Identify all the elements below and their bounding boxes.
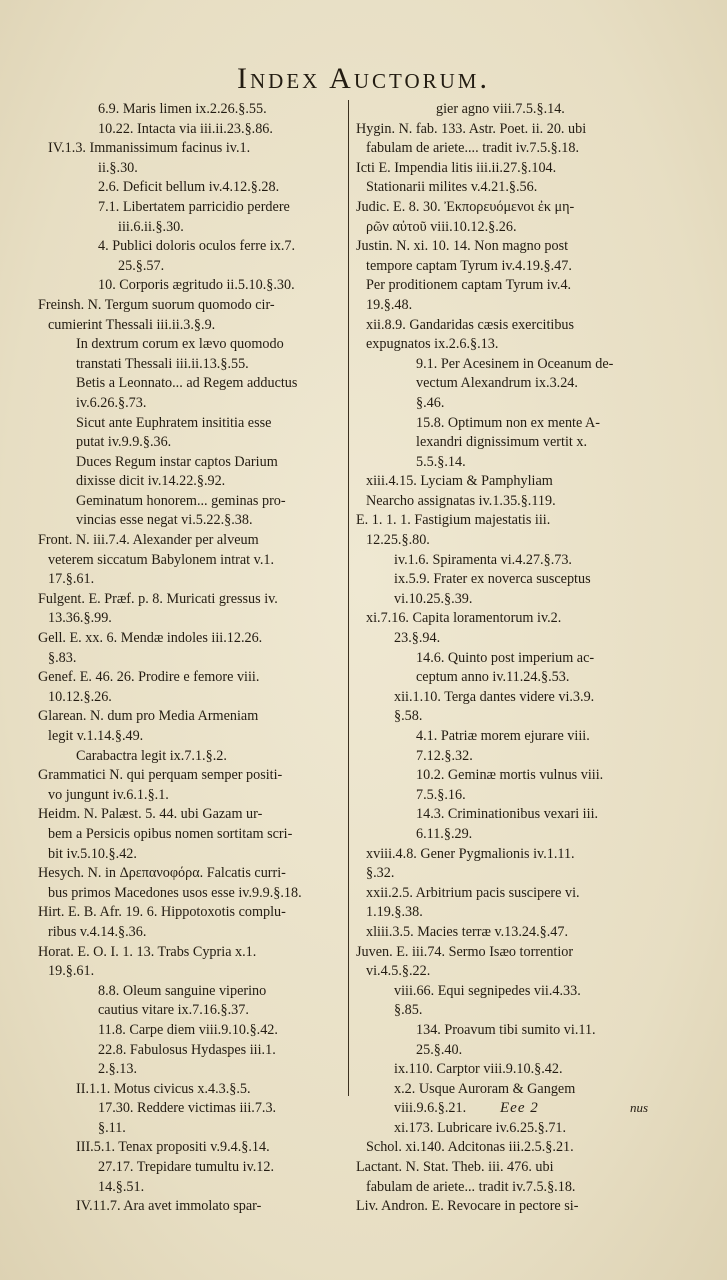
index-entry-line: Front. N. iii.7.4. Alexander per alveum <box>38 532 259 549</box>
index-entry-line: 15.8. Optimum non ex mente A- <box>416 414 601 431</box>
index-entry-line: ix.5.9. Frater ex noverca susceptus <box>394 571 591 588</box>
catchword: nus <box>630 1100 649 1115</box>
index-entry-line: §.46. <box>416 394 445 411</box>
index-entry-line: 17.30. Reddere victimas iii.7.3. <box>98 1100 277 1117</box>
index-entry-line: In dextrum corum ex lævo quomodo <box>76 336 284 353</box>
index-entry-line: ix.110. Carptor viii.9.10.§.42. <box>394 1061 563 1078</box>
index-entry-line: IV.11.7. Ara avet immolato spar- <box>76 1198 262 1215</box>
index-entry-line: 17.§.61. <box>48 571 95 588</box>
index-entry-line: 10.22. Intacta via iii.ii.23.§.86. <box>98 120 273 137</box>
index-entry-line: viii.9.6.§.21. <box>394 1100 467 1117</box>
index-entry-line: 19.§.61. <box>48 963 95 980</box>
index-entry-line: bem a Persicis opibus nomen sortitam scri- <box>48 825 293 842</box>
index-entry-line: II.1.1. Motus civicus x.4.3.§.5. <box>76 1080 251 1097</box>
index-entry-line: Hygin. N. fab. 133. Astr. Poet. ii. 20. ubi <box>356 120 587 137</box>
index-entry-line: Icti E. Impendia litis iii.ii.27.§.104. <box>356 159 557 176</box>
index-entry-line: 5.5.§.14. <box>416 453 466 470</box>
index-entry-line: xxii.2.5. Arbitrium pacis suscipere vi. <box>366 884 580 901</box>
index-entry-line: Judic. E. 8. 30. Ἐκπορευόμενοι ἐκ μη- <box>356 198 575 215</box>
index-entry-line: 8.8. Oleum sanguine viperino <box>98 982 267 999</box>
index-entry-line: xi.173. Lubricare iv.6.25.§.71. <box>394 1119 567 1136</box>
index-entry-line: 27.17. Trepidare tumultu iv.12. <box>98 1159 275 1176</box>
index-entry-line: 13.36.§.99. <box>48 610 112 627</box>
page-title: Index Auctorum. <box>237 62 490 95</box>
index-entry-line: 4.1. Patriæ morem ejurare viii. <box>416 728 590 744</box>
index-entry-line: Glarean. N. dum pro Media Armeniam <box>38 708 259 725</box>
index-entry-line: iv.1.6. Spiramenta vi.4.27.§.73. <box>394 551 572 568</box>
index-entry-line: vi.10.25.§.39. <box>394 590 473 607</box>
index-entry-line: 7.1. Libertatem parricidio perdere <box>98 198 290 215</box>
index-entry-line: xii.1.10. Terga dantes videre vi.3.9. <box>394 688 595 705</box>
index-entry-line: iii.6.ii.§.30. <box>118 218 184 235</box>
index-entry-line: 14.3. Criminationibus vexari iii. <box>416 806 599 823</box>
index-entry-line: 7.12.§.32. <box>416 747 473 764</box>
index-entry-line: §.85. <box>394 1002 423 1019</box>
index-entry-line: Sicut ante Euphratem insititia esse <box>76 414 272 431</box>
index-entry-line: xi.7.16. Capita loramentorum iv.2. <box>366 610 562 627</box>
index-entry-line: vincias esse negat vi.5.22.§.38. <box>76 512 253 529</box>
index-entry-line: cumierint Thessali iii.ii.3.§.9. <box>48 316 216 333</box>
index-entry-line: tempore captam Tyrum iv.4.19.§.47. <box>366 257 572 274</box>
index-entry-line: IV.1.3. Immanissimum facinus iv.1. <box>48 140 251 157</box>
index-entry-line: cautius vitare ix.7.16.§.37. <box>98 1002 249 1019</box>
index-entry-line: 10.2. Geminæ mortis vulnus viii. <box>416 767 604 784</box>
index-entry-line: 1.19.§.38. <box>366 904 423 921</box>
index-entry-line: bit iv.5.10.§.42. <box>48 845 137 862</box>
index-entry-line: 25.§.57. <box>118 257 165 274</box>
index-entry-line: Per proditionem captam Tyrum iv.4. <box>366 277 572 294</box>
index-entry-line: gier agno viii.7.5.§.14. <box>436 101 565 117</box>
index-entry-line: 10.12.§.26. <box>48 688 112 705</box>
index-entry-line: Stationarii milites v.4.21.§.56. <box>366 179 538 196</box>
index-entry-line: 10. Corporis ægritudo ii.5.10.§.30. <box>98 277 295 294</box>
column-divider <box>348 100 349 1096</box>
index-entry-line: 9.1. Per Acesinem in Oceanum de- <box>416 355 614 372</box>
index-entry-line: 7.5.§.16. <box>416 786 466 803</box>
index-entry-line: vectum Alexandrum ix.3.24. <box>416 375 578 392</box>
index-entry-line: vi.4.5.§.22. <box>366 963 431 980</box>
index-entry-line: dixisse dicit iv.14.22.§.92. <box>76 473 226 490</box>
index-entry-line: transtati Thessali iii.ii.13.§.55. <box>76 355 249 372</box>
index-entry-line: Liv. Andron. E. Revocare in pectore si- <box>356 1198 579 1215</box>
index-entry-line: 19.§.48. <box>366 296 413 313</box>
index-entry-line: Justin. N. xi. 10. 14. Non magno post <box>356 238 569 255</box>
index-entry-line: legit v.1.14.§.49. <box>48 728 144 744</box>
index-entry-line: fabulam de ariete... tradit iv.7.5.§.18. <box>366 1178 576 1195</box>
index-entry-line: 25.§.40. <box>416 1041 463 1058</box>
right-column <box>356 100 672 1217</box>
index-entry-line: 12.25.§.80. <box>366 532 430 549</box>
index-entry-line: 6.11.§.29. <box>416 825 473 842</box>
index-entry-line: Nearcho assignatas iv.1.35.§.119. <box>366 492 556 509</box>
index-entry-line: Genef. E. 46. 26. Prodire e femore viii. <box>38 669 260 686</box>
index-entry-line: 6.9. Maris limen ix.2.26.§.55. <box>98 101 267 117</box>
index-entry-line: vo jungunt iv.6.1.§.1. <box>48 786 169 803</box>
index-entry-line: Gell. E. xx. 6. Mendæ indoles iii.12.26. <box>38 630 263 647</box>
index-entry-line: Juven. E. iii.74. Sermo Isæo torrentior <box>356 943 574 960</box>
index-entry-line: xii.8.9. Gandaridas cæsis exercitibus <box>366 316 575 333</box>
index-entry-line: Duces Regum instar captos Darium <box>76 453 278 470</box>
index-entry-line: 134. Proavum tibi sumito vi.11. <box>416 1021 596 1038</box>
index-entry-line: lexandri dignissimum vertit x. <box>416 434 588 451</box>
index-entry-line: 2.§.13. <box>98 1061 138 1078</box>
index-entry-line: x.2. Usque Auroram & Gangem <box>394 1080 576 1097</box>
index-entry-line: veterem siccatum Babylonem intrat v.1. <box>48 551 275 568</box>
index-entry-line: expugnatos ix.2.6.§.13. <box>366 336 499 353</box>
index-entry-line: III.5.1. Tenax propositi v.9.4.§.14. <box>76 1139 270 1156</box>
index-entry-line: Freinsh. N. Tergum suorum quomodo cir- <box>38 296 275 313</box>
index-entry-line: fabulam de ariete.... tradit iv.7.5.§.18. <box>366 140 580 157</box>
index-entry-line: ribus v.4.14.§.36. <box>48 923 147 940</box>
index-entry-line: Schol. xi.140. Adcitonas iii.2.5.§.21. <box>366 1139 574 1156</box>
index-entry-line: §.58. <box>394 708 423 725</box>
index-entry-line: bus primos Macedones usos esse iv.9.9.§.18. <box>48 884 302 901</box>
left-column <box>38 100 344 1217</box>
signature-mark: Eee 2 <box>500 1100 539 1116</box>
index-entry-line: viii.66. Equi segnipedes vii.4.33. <box>394 982 581 999</box>
index-entry-line: xviii.4.8. Gener Pygmalionis iv.1.11. <box>366 845 575 862</box>
index-entry-line: 22.8. Fabulosus Hydaspes iii.1. <box>98 1041 276 1058</box>
index-entry-line: 11.8. Carpe diem viii.9.10.§.42. <box>98 1021 278 1038</box>
index-entry-line: 14.§.51. <box>98 1178 145 1195</box>
index-entry-line: §.11. <box>98 1119 126 1136</box>
index-entry-line: §.83. <box>48 649 77 666</box>
index-entry-line: iv.6.26.§.73. <box>76 394 147 411</box>
index-entry-line: Carabactra legit ix.7.1.§.2. <box>76 747 227 764</box>
index-entry-line: putat iv.9.9.§.36. <box>76 434 172 451</box>
index-entry-line: Hirt. E. B. Afr. 19. 6. Hippotoxotis complu- <box>38 904 286 921</box>
index-entry-line: E. 1. 1. 1. Fastigium majestatis iii. <box>356 512 551 529</box>
index-entry-line: Betis a Leonnato... ad Regem adductus <box>76 375 298 392</box>
index-entry-line: 23.§.94. <box>394 630 441 647</box>
index-entry-line: Hesych. N. in Δρεπανοφόρα. Falcatis curri- <box>38 865 286 882</box>
index-entry-line: ρῶν αὐτοῦ viii.10.12.§.26. <box>366 218 517 235</box>
index-entry-line: Grammatici N. qui perquam semper positi- <box>38 767 283 784</box>
index-entry-line: 2.6. Deficit bellum iv.4.12.§.28. <box>98 179 280 196</box>
index-entry-line: 4. Publici doloris oculos ferre ix.7. <box>98 238 296 255</box>
index-entry-line: §.32. <box>366 865 395 882</box>
index-entry-line: Fulgent. E. Præf. p. 8. Muricati gressus iv. <box>38 590 278 607</box>
index-entry-line: 14.6. Quinto post imperium ac- <box>416 649 595 666</box>
index-entry-line: Heidm. N. Palæst. 5. 44. ubi Gazam ur- <box>38 806 263 823</box>
index-entry-line: Lactant. N. Stat. Theb. iii. 476. ubi <box>356 1159 554 1176</box>
index-entry-line: xliii.3.5. Macies terræ v.13.24.§.47. <box>366 923 569 940</box>
index-entry-line: ceptum anno iv.11.24.§.53. <box>416 669 570 686</box>
index-entry-line: xiii.4.15. Lyciam & Pamphyliam <box>366 473 553 490</box>
index-entry-line: ii.§.30. <box>98 159 138 176</box>
index-entry-line: Geminatum honorem... geminas pro- <box>76 492 286 509</box>
index-entry-line: Horat. E. O. I. 1. 13. Trabs Cypria x.1. <box>38 943 257 960</box>
